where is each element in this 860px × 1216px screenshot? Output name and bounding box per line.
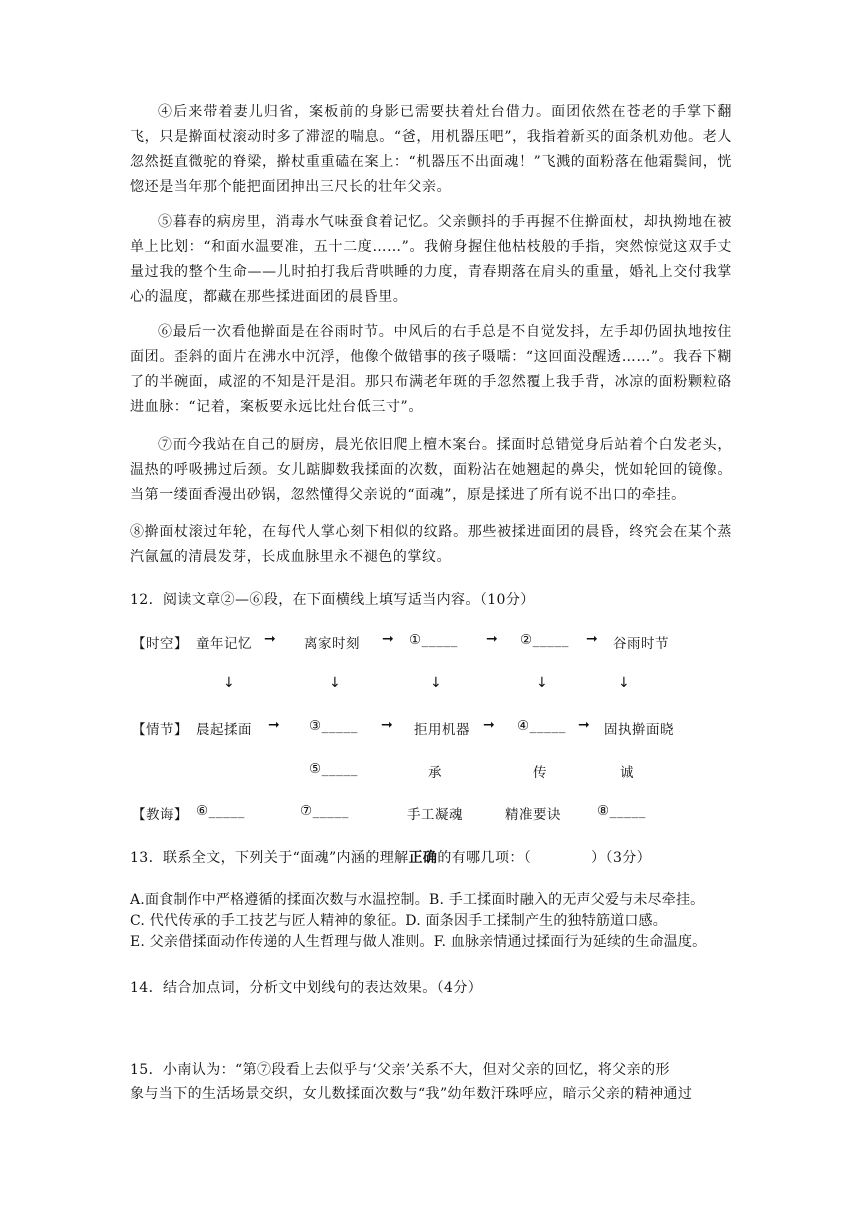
q13-title-pre: 13．联系全文，下列关于“面魂”内涵的理解 (130, 850, 409, 866)
question-12-title: 12．阅读文章②—⑥段，在下面横线上填写适当内容。（10分） (130, 592, 535, 608)
plot-cell-1: 晨起揉面 (196, 722, 252, 738)
arrow-right-icon: ➞ (264, 631, 276, 647)
mid-cell-chuan: 传 (533, 765, 547, 781)
teach-cell-5: 精准要诀 (505, 807, 561, 823)
plot-cell-4: 拒用机器 (414, 722, 470, 738)
blank-7[interactable]: ⑦_____ (300, 803, 349, 819)
blank-3[interactable]: ③_____ (309, 718, 358, 734)
blank-1[interactable]: ①_____ (409, 632, 458, 648)
time-cell-1: 童年记忆 (196, 636, 252, 652)
blank-4[interactable]: ④_____ (517, 718, 566, 734)
arrow-right-icon: ➞ (381, 717, 393, 733)
mid-cell-cheng: 承 (428, 765, 442, 781)
q13-title-post: 的有哪几项：（ (437, 850, 532, 866)
arrow-right-icon: ➞ (578, 717, 590, 733)
arrow-down-icon: ↓ (536, 675, 548, 691)
arrow-right-icon: ➞ (382, 631, 394, 647)
blank-5[interactable]: ⑤_____ (309, 761, 358, 777)
q13-option-line-1: A.面食制作中严格遵循的揉面次数与水温控制。B. 手工揉面时融入的无声父爱与未尽牵挂。 (130, 892, 705, 908)
time-cell-2: 离家时刻 (304, 636, 360, 652)
q13-title-bold: 正确 (408, 850, 438, 866)
blank-6[interactable]: ⑥_____ (196, 803, 245, 819)
question-14-title: 14．结合加点词，分析文中划线句的表达效果。（4分） (130, 980, 483, 996)
time-cell-6: 谷雨时节 (613, 636, 669, 652)
arrow-right-icon: ➞ (483, 717, 495, 733)
teach-row-label: 【教诲】 (132, 807, 188, 823)
paragraph-5: ⑤暮春的病房里，消毒水气味蚕食着记忆。父亲颤抖的手再握不住擀面杖，却执拗地在被单上比划：“和面水温要准，五十二度……”。我俯身握住他枯枝般的手指，突然惊觉这双手丈量过我的整个生命——儿时拍打我后背哄睡的力度，青春期落在肩头的重量，婚礼上交付我掌心的温度，都藏在那些揉进面团的晨昏里。 (130, 214, 732, 305)
paragraph-8: ⑧擀面杖滚过年轮，在每代人掌心刻下相似的纹路。那些被揉进面团的晨昏，终究会在某个蒸汽氤氲的清晨发芽，长成血脉里永不褪色的掌纹。 (130, 524, 732, 565)
arrow-right-icon: ➞ (486, 631, 498, 647)
question-15-line-1: 15．小南认为：“第⑦段看上去似乎与‘父亲’关系不大，但对父亲的回忆，将父亲的形 (130, 1062, 670, 1078)
blank-8[interactable]: ⑧_____ (597, 803, 646, 819)
q13-title-end: ）（3分） (591, 850, 652, 866)
plot-cell-6: 固执擀面晓 (604, 722, 674, 738)
mid-cell-cheng2: 诚 (620, 765, 634, 781)
blank-2[interactable]: ②_____ (520, 632, 569, 648)
q13-option-line-2: C. 代代传承的手工技艺与匠人精神的象征。D. 面条因手工揉制产生的独特筋道口感。 (130, 913, 667, 929)
paragraph-7: ⑦而今我站在自己的厨房，晨光依旧爬上檀木案台。揉面时总错觉身后站着个白发老头，温热的呼吸拂过后颈。女儿踮脚数我揉面的次数，面粉沾在她翘起的鼻尖，恍如轮回的镜像。当第一缕面香漫出砂锅，忽然懂得父亲说的“面魂”，原是揉进了所有说不出口的牵挂。 (130, 437, 732, 503)
arrow-down-icon: ↓ (430, 675, 442, 691)
arrow-down-icon: ↓ (223, 675, 235, 691)
teach-cell-4: 手工凝魂 (407, 807, 463, 823)
arrow-right-icon: ➞ (268, 717, 280, 733)
q13-option-line-3: E. 父亲借揉面动作传递的人生哲理与做人准则。F. 血脉亲情通过揉面行为延续的生命温度。 (130, 934, 707, 950)
q13-options (130, 890, 740, 953)
time-row-label: 【时空】 (132, 636, 188, 652)
arrow-right-icon: ➞ (586, 631, 598, 647)
paragraph-6: ⑥最后一次看他擀面是在谷雨时节。中风后的右手总是不自觉发抖，左手却仍固执地按住面团。歪斜的面片在沸水中沉浮，他像个做错事的孩子嗫嚅：“这回面没醒透……”。我吞下糊了的半碗面，咸涩的不知是汗是泪。那只布满老年斑的手忽然覆上我手背，冰凉的面粉颗粒硌进血脉：“记着，案板要永远比灶台低三寸”。 (130, 324, 732, 415)
paragraph-4: ④后来带着妻儿归省，案板前的身影已需要扶着灶台借力。面团依然在苍老的手掌下翻飞，只是擀面杖滚动时多了滞涩的喘息。“爸，用机器压吧”，我指着新买的面条机劝他。老人忽然挺直微驼的脊梁，擀杖重重磕在案上：“机器压不出面魂！”飞溅的面粉落在他霜鬓间，恍惚还是当年那个能把面团抻出三尺长的壮年父亲。 (130, 104, 732, 195)
plot-row-label: 【情节】 (132, 722, 188, 738)
arrow-down-icon: ↓ (618, 675, 630, 691)
question-13-title (130, 846, 651, 870)
question-15-line-2: 象与当下的生活场景交织，女儿数揉面次数与“我”幼年数汗珠呼应，暗示父亲的精神通过 (130, 1086, 693, 1102)
arrow-down-icon: ↓ (329, 675, 341, 691)
